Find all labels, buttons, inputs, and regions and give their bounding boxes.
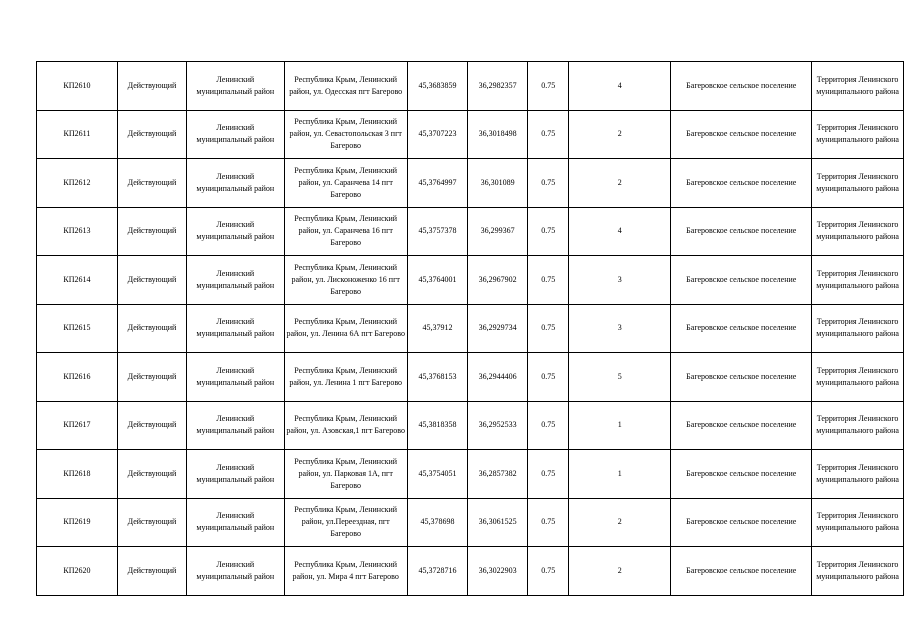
settlement-cell: Багеровское сельское поселение <box>671 207 812 256</box>
container-count-cell: 3 <box>569 304 671 353</box>
volume-cell: 0.75 <box>528 159 569 208</box>
district-cell: Ленинский муниципальный район <box>187 62 284 111</box>
district-cell: Ленинский муниципальный район <box>187 159 284 208</box>
settlement-cell: Багеровское сельское поселение <box>671 256 812 305</box>
address-cell: Республика Крым, Ленинский район, ул. Севастопольская 3 пгт Багерово <box>284 110 407 159</box>
district-cell: Ленинский муниципальный район <box>187 450 284 499</box>
latitude-cell: 45,3818358 <box>407 401 467 450</box>
address-cell: Республика Крым, Ленинский район, ул. Ленина 1 пгт Багерово <box>284 353 407 402</box>
site-id-cell: КП2611 <box>37 110 118 159</box>
territory-cell: Территория Ленинского муниципального района <box>812 353 904 402</box>
district-cell: Ленинский муниципальный район <box>187 498 284 547</box>
container-count-cell: 1 <box>569 450 671 499</box>
settlement-cell: Багеровское сельское поселение <box>671 450 812 499</box>
status-cell: Действующий <box>117 547 186 596</box>
table-row <box>37 256 904 305</box>
longitude-cell: 36,3022903 <box>468 547 528 596</box>
site-id-cell: КП2617 <box>37 401 118 450</box>
longitude-cell: 36,2944406 <box>468 353 528 402</box>
container-count-cell: 1 <box>569 401 671 450</box>
settlement-cell: Багеровское сельское поселение <box>671 498 812 547</box>
longitude-cell: 36,2857382 <box>468 450 528 499</box>
table-row <box>37 110 904 159</box>
territory-cell: Территория Ленинского муниципального района <box>812 256 904 305</box>
address-cell: Республика Крым, Ленинский район, ул. Саранчева 14 пгт Багерово <box>284 159 407 208</box>
latitude-cell: 45,3683859 <box>407 62 467 111</box>
status-cell: Действующий <box>117 159 186 208</box>
longitude-cell: 36,301089 <box>468 159 528 208</box>
table-row <box>37 62 904 111</box>
table-row <box>37 401 904 450</box>
site-id-cell: КП2619 <box>37 498 118 547</box>
district-cell: Ленинский муниципальный район <box>187 401 284 450</box>
site-id-cell: КП2613 <box>37 207 118 256</box>
latitude-cell: 45,3768153 <box>407 353 467 402</box>
district-cell: Ленинский муниципальный район <box>187 110 284 159</box>
container-count-cell: 2 <box>569 110 671 159</box>
table-row <box>37 207 904 256</box>
latitude-cell: 45,3764997 <box>407 159 467 208</box>
address-cell: Республика Крым, Ленинский район, ул. Ленина 6А пгт Багерово <box>284 304 407 353</box>
territory-cell: Территория Ленинского муниципального района <box>812 401 904 450</box>
status-cell: Действующий <box>117 498 186 547</box>
address-cell: Республика Крым, Ленинский район, ул.Переездная, пгт Багерово <box>284 498 407 547</box>
settlement-cell: Багеровское сельское поселение <box>671 547 812 596</box>
latitude-cell: 45,3757378 <box>407 207 467 256</box>
latitude-cell: 45,3754051 <box>407 450 467 499</box>
latitude-cell: 45,37912 <box>407 304 467 353</box>
territory-cell: Территория Ленинского муниципального района <box>812 450 904 499</box>
table-body <box>37 62 904 596</box>
address-cell: Республика Крым, Ленинский район, ул. Одесская пгт Багерово <box>284 62 407 111</box>
site-id-cell: КП2615 <box>37 304 118 353</box>
container-count-cell: 5 <box>569 353 671 402</box>
table-row <box>37 450 904 499</box>
longitude-cell: 36,2967902 <box>468 256 528 305</box>
container-count-cell: 2 <box>569 498 671 547</box>
longitude-cell: 36,2952533 <box>468 401 528 450</box>
site-id-cell: КП2618 <box>37 450 118 499</box>
district-cell: Ленинский муниципальный район <box>187 256 284 305</box>
status-cell: Действующий <box>117 401 186 450</box>
longitude-cell: 36,2982357 <box>468 62 528 111</box>
longitude-cell: 36,3061525 <box>468 498 528 547</box>
status-cell: Действующий <box>117 62 186 111</box>
address-cell: Республика Крым, Ленинский район, ул. Лисконоженко 16 пгт Багерово <box>284 256 407 305</box>
status-cell: Действующий <box>117 110 186 159</box>
status-cell: Действующий <box>117 304 186 353</box>
territory-cell: Территория Ленинского муниципального района <box>812 498 904 547</box>
territory-cell: Территория Ленинского муниципального района <box>812 110 904 159</box>
district-cell: Ленинский муниципальный район <box>187 304 284 353</box>
site-id-cell: КП2612 <box>37 159 118 208</box>
status-cell: Действующий <box>117 207 186 256</box>
territory-cell: Территория Ленинского муниципального района <box>812 304 904 353</box>
volume-cell: 0.75 <box>528 450 569 499</box>
latitude-cell: 45,3728716 <box>407 547 467 596</box>
latitude-cell: 45,3707223 <box>407 110 467 159</box>
volume-cell: 0.75 <box>528 498 569 547</box>
territory-cell: Территория Ленинского муниципального района <box>812 547 904 596</box>
site-id-cell: КП2620 <box>37 547 118 596</box>
settlement-cell: Багеровское сельское поселение <box>671 159 812 208</box>
container-count-cell: 4 <box>569 207 671 256</box>
volume-cell: 0.75 <box>528 110 569 159</box>
longitude-cell: 36,299367 <box>468 207 528 256</box>
latitude-cell: 45,3764001 <box>407 256 467 305</box>
site-id-cell: КП2616 <box>37 353 118 402</box>
address-cell: Республика Крым, Ленинский район, ул. Азовская,1 пгт Багерово <box>284 401 407 450</box>
longitude-cell: 36,3018498 <box>468 110 528 159</box>
settlement-cell: Багеровское сельское поселение <box>671 304 812 353</box>
container-count-cell: 2 <box>569 159 671 208</box>
latitude-cell: 45,378698 <box>407 498 467 547</box>
site-id-cell: КП2614 <box>37 256 118 305</box>
table-row <box>37 547 904 596</box>
status-cell: Действующий <box>117 256 186 305</box>
territory-cell: Территория Ленинского муниципального района <box>812 159 904 208</box>
district-cell: Ленинский муниципальный район <box>187 353 284 402</box>
volume-cell: 0.75 <box>528 353 569 402</box>
site-id-cell: КП2610 <box>37 62 118 111</box>
container-count-cell: 4 <box>569 62 671 111</box>
district-cell: Ленинский муниципальный район <box>187 207 284 256</box>
container-count-cell: 2 <box>569 547 671 596</box>
volume-cell: 0.75 <box>528 62 569 111</box>
table-row <box>37 498 904 547</box>
status-cell: Действующий <box>117 450 186 499</box>
settlement-cell: Багеровское сельское поселение <box>671 353 812 402</box>
territory-cell: Территория Ленинского муниципального района <box>812 62 904 111</box>
volume-cell: 0.75 <box>528 207 569 256</box>
settlement-cell: Багеровское сельское поселение <box>671 62 812 111</box>
table-row <box>37 353 904 402</box>
address-cell: Республика Крым, Ленинский район, ул. Саранчева 16 пгт Багерово <box>284 207 407 256</box>
address-cell: Республика Крым, Ленинский район, ул. Парковая 1А, пгт Багерово <box>284 450 407 499</box>
container-count-cell: 3 <box>569 256 671 305</box>
status-cell: Действующий <box>117 353 186 402</box>
volume-cell: 0.75 <box>528 547 569 596</box>
territory-cell: Территория Ленинского муниципального района <box>812 207 904 256</box>
settlement-cell: Багеровское сельское поселение <box>671 401 812 450</box>
longitude-cell: 36,2929734 <box>468 304 528 353</box>
settlement-cell: Багеровское сельское поселение <box>671 110 812 159</box>
container-sites-table <box>36 61 904 596</box>
address-cell: Республика Крым, Ленинский район, ул. Мира 4 пгт Багерово <box>284 547 407 596</box>
volume-cell: 0.75 <box>528 401 569 450</box>
district-cell: Ленинский муниципальный район <box>187 547 284 596</box>
table-row <box>37 304 904 353</box>
table-row <box>37 159 904 208</box>
volume-cell: 0.75 <box>528 304 569 353</box>
volume-cell: 0.75 <box>528 256 569 305</box>
